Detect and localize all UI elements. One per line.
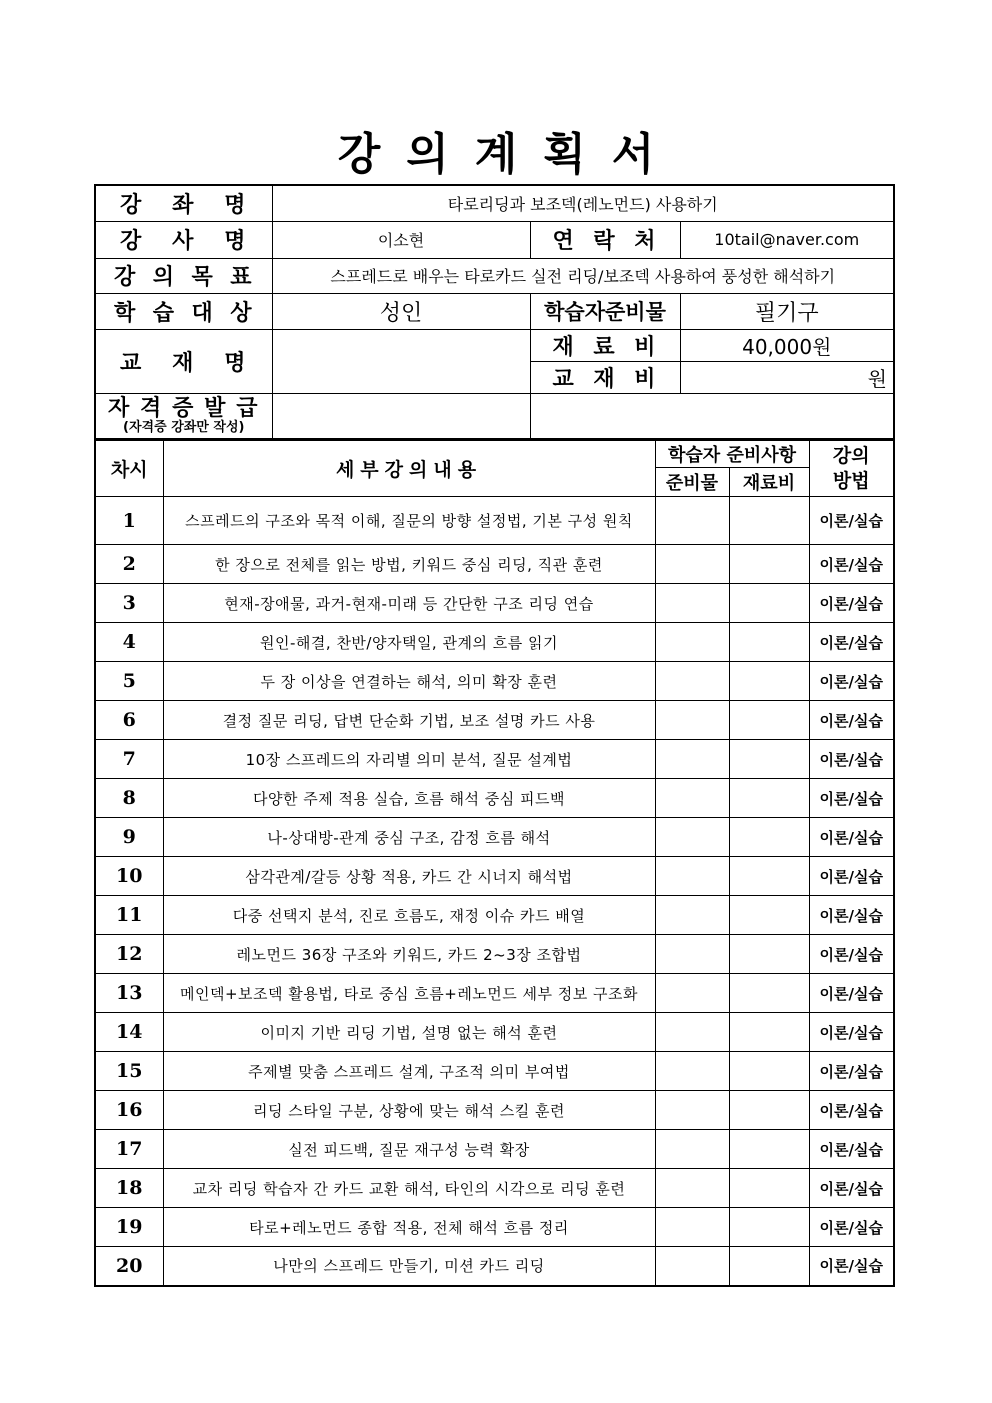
- lesson-content: 결정 질문 리딩, 답변 단순화 기법, 보조 설명 카드 사용: [163, 701, 655, 740]
- prep-fee-cell: [729, 1052, 809, 1091]
- prep-fee-cell: [729, 779, 809, 818]
- course-info-table: [94, 184, 895, 440]
- session-number: 13: [95, 974, 163, 1013]
- lesson-method: 이론/실습: [809, 1130, 894, 1169]
- table-row: [95, 1130, 894, 1169]
- prep-supplies-cell: [655, 662, 729, 701]
- lesson-content: 원인-해결, 찬반/양자택일, 관계의 흐름 읽기: [163, 623, 655, 662]
- lesson-content: 현재-장애물, 과거-현재-미래 등 간단한 구조 리딩 연습: [163, 584, 655, 623]
- lesson-content: 두 장 이상을 연결하는 해석, 의미 확장 훈련: [163, 662, 655, 701]
- lesson-method: 이론/실습: [809, 1208, 894, 1247]
- cert-value: [272, 393, 530, 439]
- prep-supplies-cell: [655, 1208, 729, 1247]
- session-number: 17: [95, 1130, 163, 1169]
- session-number: 10: [95, 857, 163, 896]
- session-number: 16: [95, 1091, 163, 1130]
- prep-fee-cell: [729, 1247, 809, 1286]
- lesson-method: 이론/실습: [809, 974, 894, 1013]
- table-row: [95, 545, 894, 584]
- prep-supplies-cell: [655, 623, 729, 662]
- prep-supplies-cell: [655, 701, 729, 740]
- table-row: [95, 623, 894, 662]
- lesson-content: 다양한 주제 적용 실습, 흐름 해석 중심 피드백: [163, 779, 655, 818]
- lesson-method: 이론/실습: [809, 1013, 894, 1052]
- session-number: 15: [95, 1052, 163, 1091]
- prep-supplies-cell: [655, 1169, 729, 1208]
- session-number: 20: [95, 1247, 163, 1286]
- prep-fee-cell: [729, 1091, 809, 1130]
- table-row: [95, 1052, 894, 1091]
- course-name-label: 강 좌 명: [95, 185, 272, 221]
- supplies-label: 학습자준비물: [530, 293, 680, 329]
- session-number: 14: [95, 1013, 163, 1052]
- prep-supplies-cell: [655, 896, 729, 935]
- target-label: 학 습 대 상: [95, 293, 272, 329]
- prep-fee-cell: [729, 701, 809, 740]
- table-row: [95, 1247, 894, 1286]
- lesson-content: 리딩 스타일 구분, 상황에 맞는 해석 스킬 훈련: [163, 1091, 655, 1130]
- lesson-method: 이론/실습: [809, 857, 894, 896]
- prep-supplies-cell: [655, 1052, 729, 1091]
- table-row: [95, 1208, 894, 1247]
- prep-supplies-cell: [655, 584, 729, 623]
- instructor-label: 강 사 명: [95, 221, 272, 258]
- table-row: [95, 662, 894, 701]
- contact-label: 연 락 처: [530, 221, 680, 258]
- session-number: 5: [95, 662, 163, 701]
- table-row: [95, 1091, 894, 1130]
- goal-label: 강 의 목 표: [95, 258, 272, 293]
- session-number: 1: [95, 497, 163, 545]
- prep-supplies-cell: [655, 935, 729, 974]
- session-number: 19: [95, 1208, 163, 1247]
- prep-fee-cell: [729, 896, 809, 935]
- table-row: [95, 779, 894, 818]
- prep-fee-cell: [729, 545, 809, 584]
- session-number: 18: [95, 1169, 163, 1208]
- table-row: [95, 896, 894, 935]
- lesson-content: 10장 스프레드의 자리별 의미 분석, 질문 설계법: [163, 740, 655, 779]
- textbook-label: 교 재 명: [95, 329, 272, 393]
- table-row: [95, 701, 894, 740]
- course-name-value: 타로리딩과 보조덱(레노먼드) 사용하기: [272, 185, 894, 221]
- prep-supplies-cell: [655, 779, 729, 818]
- cert-extra: [530, 393, 894, 439]
- cert-label: 자 격 증 발 급 (자격증 강좌만 작성): [95, 393, 272, 439]
- session-number: 11: [95, 896, 163, 935]
- prep-fee-cell: [729, 584, 809, 623]
- prep-fee-cell: [729, 1130, 809, 1169]
- lesson-plan-table: [94, 439, 895, 1287]
- prep-header: 학습자 준비사항: [655, 440, 809, 468]
- lesson-content: 주제별 맞춤 스프레드 설계, 구조적 의미 부여법: [163, 1052, 655, 1091]
- lesson-method: 이론/실습: [809, 1247, 894, 1286]
- book-fee-label: 교 재 비: [530, 361, 680, 393]
- prep-fee-cell: [729, 740, 809, 779]
- lesson-method: 이론/실습: [809, 1169, 894, 1208]
- material-fee-value: 40,000원: [680, 329, 894, 361]
- session-number: 6: [95, 701, 163, 740]
- table-row: [95, 740, 894, 779]
- prep-supplies-cell: [655, 497, 729, 545]
- lesson-method: 이론/실습: [809, 497, 894, 545]
- prep-supplies-cell: [655, 1091, 729, 1130]
- prep-supplies-cell: [655, 1130, 729, 1169]
- lesson-content: 실전 피드백, 질문 재구성 능력 확장: [163, 1130, 655, 1169]
- prep-fee-cell: [729, 857, 809, 896]
- lesson-method: 이론/실습: [809, 896, 894, 935]
- lesson-content: 삼각관계/갈등 상황 적용, 카드 간 시너지 해석법: [163, 857, 655, 896]
- table-row: [95, 935, 894, 974]
- session-number: 8: [95, 779, 163, 818]
- lesson-method: 이론/실습: [809, 779, 894, 818]
- contact-value: 10tail@naver.com: [680, 221, 894, 258]
- session-number: 2: [95, 545, 163, 584]
- page-title: 강의계획서: [337, 129, 681, 180]
- prep-fee-cell: [729, 935, 809, 974]
- session-header: 차시: [95, 440, 163, 497]
- lesson-method: 이론/실습: [809, 545, 894, 584]
- prep-supplies-cell: [655, 1247, 729, 1286]
- material-fee-label: 재 료 비: [530, 329, 680, 361]
- prep-fee-cell: [729, 1013, 809, 1052]
- cert-sub-label: (자격증 강좌만 작성): [123, 419, 245, 435]
- prep-fee-cell: [729, 818, 809, 857]
- lesson-content: 나만의 스프레드 만들기, 미션 카드 리딩: [163, 1247, 655, 1286]
- instructor-value: 이소현: [272, 221, 530, 258]
- table-row: [95, 857, 894, 896]
- lesson-content: 한 장으로 전체를 읽는 방법, 키워드 중심 리딩, 직관 훈련: [163, 545, 655, 584]
- prep-fee-header: 재료비: [729, 468, 809, 497]
- table-row: [95, 974, 894, 1013]
- prep-fee-cell: [729, 1208, 809, 1247]
- lesson-content: 메인덱+보조덱 활용법, 타로 중심 흐름+레노먼드 세부 정보 구조화: [163, 974, 655, 1013]
- prep-supplies-cell: [655, 857, 729, 896]
- lesson-content: 타로+레노먼드 종합 적용, 전체 해석 흐름 정리: [163, 1208, 655, 1247]
- session-number: 9: [95, 818, 163, 857]
- session-number: 12: [95, 935, 163, 974]
- lesson-content: 레노먼드 36장 구조와 키워드, 카드 2~3장 조합법: [163, 935, 655, 974]
- table-row: [95, 1169, 894, 1208]
- lesson-content: 교차 리딩 학습자 간 카드 교환 해석, 타인의 시각으로 리딩 훈련: [163, 1169, 655, 1208]
- supplies-value: 필기구: [680, 293, 894, 329]
- prep-supplies-cell: [655, 740, 729, 779]
- table-row: [95, 584, 894, 623]
- textbook-value: [272, 329, 530, 393]
- table-row: [95, 818, 894, 857]
- prep-supplies-cell: [655, 818, 729, 857]
- prep-supplies-cell: [655, 1013, 729, 1052]
- lesson-method: 이론/실습: [809, 935, 894, 974]
- prep-fee-cell: [729, 662, 809, 701]
- prep-fee-cell: [729, 623, 809, 662]
- method-header: 강의 방법: [809, 440, 894, 497]
- session-number: 3: [95, 584, 163, 623]
- lesson-method: 이론/실습: [809, 701, 894, 740]
- lesson-method: 이론/실습: [809, 818, 894, 857]
- prep-fee-cell: [729, 974, 809, 1013]
- prep-supplies-cell: [655, 545, 729, 584]
- prep-supplies-cell: [655, 974, 729, 1013]
- lesson-method: 이론/실습: [809, 1091, 894, 1130]
- prep-supplies-header: 준비물: [655, 468, 729, 497]
- lesson-method: 이론/실습: [809, 662, 894, 701]
- book-fee-value: 원: [680, 361, 894, 393]
- lesson-method: 이론/실습: [809, 740, 894, 779]
- lesson-content: 나-상대방-관계 중심 구조, 감정 흐름 해석: [163, 818, 655, 857]
- lesson-method: 이론/실습: [809, 1052, 894, 1091]
- lesson-method: 이론/실습: [809, 584, 894, 623]
- lesson-content: 스프레드의 구조와 목적 이해, 질문의 방향 설정법, 기본 구성 원칙: [163, 497, 655, 545]
- goal-value: 스프레드로 배우는 타로카드 실전 리딩/보조덱 사용하여 풍성한 해석하기: [272, 258, 894, 293]
- prep-fee-cell: [729, 1169, 809, 1208]
- prep-fee-cell: [729, 497, 809, 545]
- lesson-content: 이미지 기반 리딩 기법, 설명 없는 해석 훈련: [163, 1013, 655, 1052]
- content-header: 세부강의내용: [163, 440, 655, 497]
- session-number: 7: [95, 740, 163, 779]
- table-row: [95, 1013, 894, 1052]
- session-number: 4: [95, 623, 163, 662]
- lesson-content: 다중 선택지 분석, 진로 흐름도, 재정 이슈 카드 배열: [163, 896, 655, 935]
- table-row: [95, 497, 894, 545]
- lesson-method: 이론/실습: [809, 623, 894, 662]
- target-value: 성인: [272, 293, 530, 329]
